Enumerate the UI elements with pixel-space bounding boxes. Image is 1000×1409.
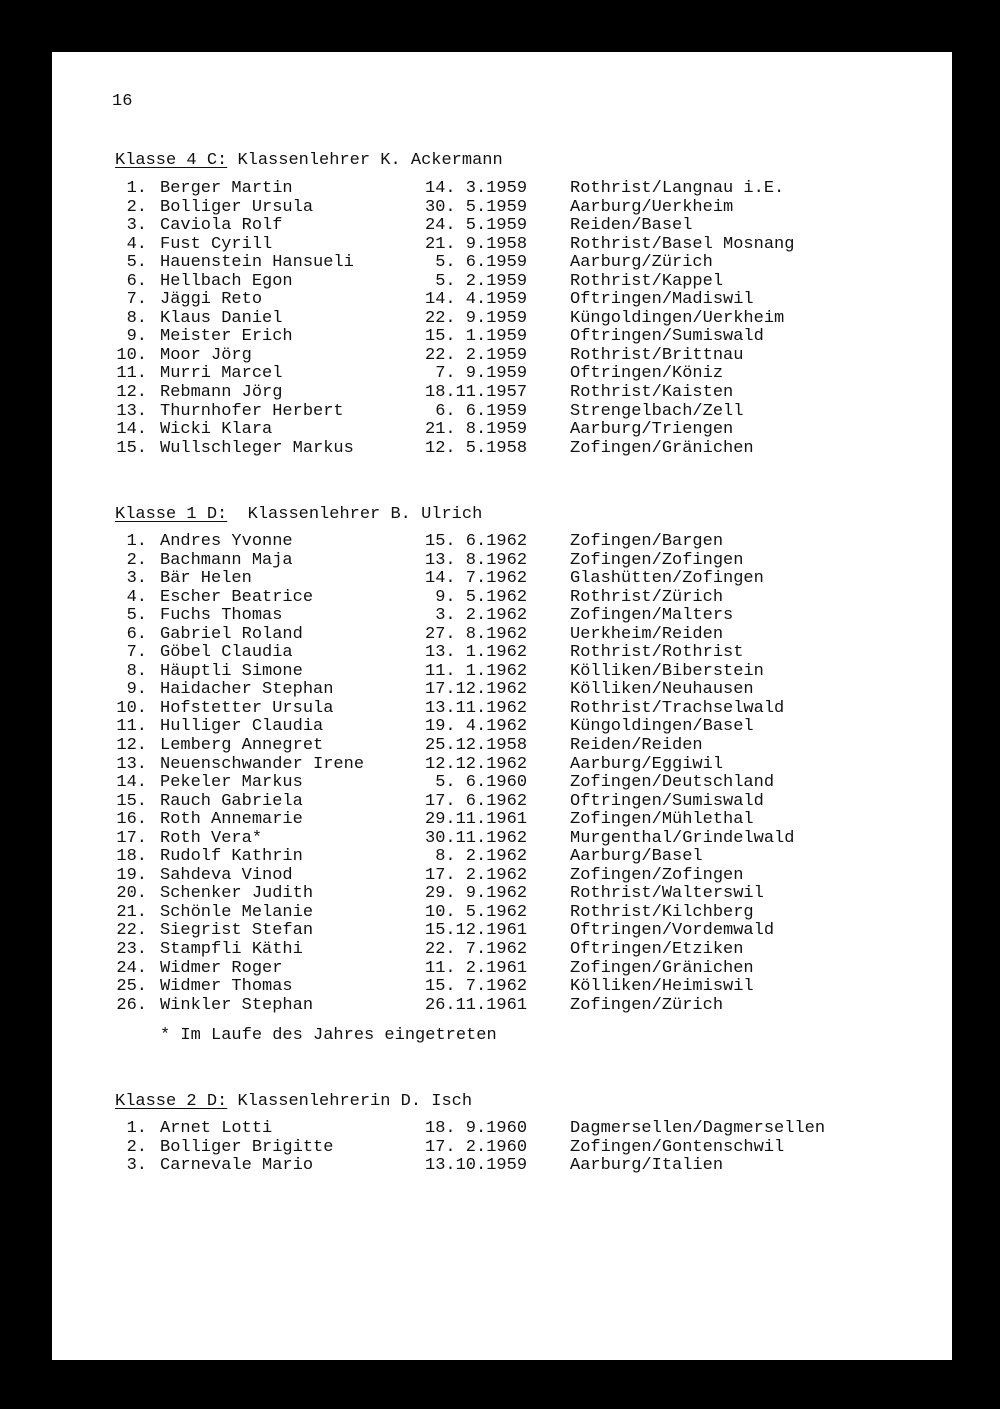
student-number: 24. <box>116 958 147 978</box>
student-number: 12. <box>116 383 147 403</box>
student-number: 9. <box>126 327 147 347</box>
student-name: Siegrist Stefan <box>160 921 314 941</box>
student-name: Andres Yvonne <box>160 532 293 551</box>
student-name: Hauenstein Hansueli <box>160 253 354 273</box>
student-number: 17. <box>116 828 147 848</box>
student-birthdate: 3. 2.1962 <box>425 606 528 626</box>
student-number: 23. <box>116 940 147 960</box>
student-number: 6. <box>126 624 147 644</box>
student-places: Küngoldingen/Basel <box>570 717 754 737</box>
class-teacher: Klassenlehrerin D. Isch <box>237 1092 473 1111</box>
student-places: Rothrist/Kilchberg <box>570 902 754 922</box>
document-page <box>52 52 952 1360</box>
student-birthdate: 11. 1.1962 <box>425 661 528 681</box>
student-places: Oftringen/Vordemwald <box>570 921 775 941</box>
student-number: 1. <box>126 179 147 198</box>
student-places: Zofingen/Gränichen <box>570 958 754 978</box>
student-places: Küngoldingen/Uerkheim <box>570 308 785 328</box>
student-number: 13. <box>116 401 147 421</box>
student-name: Bolliger Brigitte <box>160 1137 334 1157</box>
student-places: Zofingen/Gränichen <box>570 438 754 458</box>
student-number: 18. <box>116 847 147 867</box>
student-places: Zofingen/Mühlethal <box>570 810 754 830</box>
student-number: 9. <box>126 680 147 700</box>
student-number: 22. <box>116 921 147 941</box>
student-places: Kölliken/Biberstein <box>570 661 764 681</box>
student-birthdate: 9. 5.1962 <box>425 587 528 607</box>
section-heading: Klasse 4 C: Klassenlehrer K. Ackermann <box>115 151 503 170</box>
student-name: Lemberg Annegret <box>160 736 324 756</box>
student-birthdate: 21. 9.1958 <box>425 234 528 254</box>
student-birthdate: 15.12.1961 <box>425 921 528 941</box>
student-number: 3. <box>126 216 147 236</box>
student-birthdate: 10. 5.1962 <box>425 902 528 922</box>
student-number: 10. <box>116 345 147 365</box>
student-places: Aarburg/Triengen <box>570 420 734 440</box>
student-name: Caviola Rolf <box>160 216 283 236</box>
student-number: 13. <box>116 754 147 774</box>
student-number: 4. <box>126 234 147 254</box>
student-number: 14. <box>116 773 147 793</box>
student-number: 8. <box>126 308 147 328</box>
student-number: 1. <box>126 1119 147 1138</box>
student-number: 16. <box>116 810 147 830</box>
student-places: Oftringen/Sumiswald <box>570 791 764 811</box>
student-birthdate: 15. 7.1962 <box>425 977 528 997</box>
student-birthdate: 13.11.1962 <box>425 698 528 718</box>
student-birthdate: 12. 5.1958 <box>425 438 528 458</box>
student-name: Meister Erich <box>160 327 293 347</box>
student-number: 5. <box>126 606 147 626</box>
class-teacher: Klassenlehrer K. Ackermann <box>237 151 503 170</box>
student-places: Oftringen/Madiswil <box>570 290 754 310</box>
student-name: Moor Jörg <box>160 345 252 365</box>
student-name: Hulliger Claudia <box>160 717 324 737</box>
student-number: 11. <box>116 717 147 737</box>
student-name: Carnevale Mario <box>160 1156 314 1176</box>
student-birthdate: 21. 8.1959 <box>425 420 528 440</box>
student-name: Escher Beatrice <box>160 587 314 607</box>
student-number: 5. <box>126 253 147 273</box>
class-teacher: Klassenlehrer B. Ulrich <box>237 505 483 524</box>
student-places: Rothrist/Trachselwald <box>570 698 785 718</box>
section-heading: Klasse 2 D: Klassenlehrerin D. Isch <box>115 1092 473 1111</box>
student-name: Rebmann Jörg <box>160 383 283 403</box>
student-name: Neuenschwander Irene <box>160 754 365 774</box>
student-name: Rauch Gabriela <box>160 791 303 811</box>
student-places: Zofingen/Gontenschwil <box>570 1137 785 1157</box>
student-places: Aarburg/Zürich <box>570 253 713 273</box>
student-name: Arnet Lotti <box>160 1119 273 1138</box>
student-places: Rothrist/Kaisten <box>570 383 734 403</box>
student-birthdate: 30. 5.1959 <box>425 197 528 217</box>
student-name: Gabriel Roland <box>160 624 303 644</box>
student-places: Zofingen/Zofingen <box>570 550 744 570</box>
student-number: 7. <box>126 290 147 310</box>
student-number: 25. <box>116 977 147 997</box>
student-places: Rothrist/Kappel <box>570 271 724 291</box>
student-number: 20. <box>116 884 147 904</box>
student-birthdate: 5. 6.1959 <box>425 253 528 273</box>
student-name: Bachmann Maja <box>160 550 293 570</box>
student-places: Aarburg/Basel <box>570 847 703 867</box>
student-name: Sahdeva Vinod <box>160 865 293 885</box>
student-places: Zofingen/Malters <box>570 606 734 626</box>
student-birthdate: 18. 9.1960 <box>425 1119 528 1138</box>
student-places: Oftringen/Köniz <box>570 364 724 384</box>
student-number: 3. <box>126 1156 147 1176</box>
student-birthdate: 8. 2.1962 <box>425 847 528 867</box>
student-number: 2. <box>126 550 147 570</box>
student-birthdate: 14. 3.1959 <box>425 179 528 198</box>
student-birthdate: 27. 8.1962 <box>425 624 528 644</box>
student-birthdate: 11. 2.1961 <box>425 958 528 978</box>
student-name: Fuchs Thomas <box>160 606 283 626</box>
student-birthdate: 12.12.1962 <box>425 754 528 774</box>
student-name: Stampfli Käthi <box>160 940 303 960</box>
student-birthdate: 15. 6.1962 <box>425 532 528 551</box>
student-places: Aarburg/Uerkheim <box>570 197 734 217</box>
student-name: Widmer Roger <box>160 958 283 978</box>
student-name: Widmer Thomas <box>160 977 293 997</box>
student-number: 15. <box>116 438 147 458</box>
student-name: Häuptli Simone <box>160 661 303 681</box>
student-birthdate: 18.11.1957 <box>425 383 528 403</box>
student-places: Strengelbach/Zell <box>570 401 744 421</box>
student-name: Roth Annemarie <box>160 810 303 830</box>
section-heading: Klasse 1 D: Klassenlehrer B. Ulrich <box>115 505 483 524</box>
student-places: Aarburg/Eggiwil <box>570 754 724 774</box>
student-places: Reiden/Basel <box>570 216 693 236</box>
student-name: Haidacher Stephan <box>160 680 334 700</box>
student-name: Wullschleger Markus <box>160 438 354 458</box>
class-label: Klasse 1 D <box>115 505 218 524</box>
student-birthdate: 17. 2.1962 <box>425 865 528 885</box>
student-places: Glashütten/Zofingen <box>570 569 764 589</box>
student-name: Pekeler Markus <box>160 773 303 793</box>
student-name: Schenker Judith <box>160 884 314 904</box>
student-number: 7. <box>126 643 147 663</box>
student-birthdate: 13. 1.1962 <box>425 643 528 663</box>
student-places: Aarburg/Italien <box>570 1156 724 1176</box>
student-places: Uerkheim/Reiden <box>570 624 724 644</box>
student-birthdate: 30.11.1962 <box>425 828 528 848</box>
student-birthdate: 22. 7.1962 <box>425 940 528 960</box>
student-birthdate: 17.12.1962 <box>425 680 528 700</box>
student-name: Schönle Melanie <box>160 902 314 922</box>
student-birthdate: 17. 6.1962 <box>425 791 528 811</box>
student-name: Jäggi Reto <box>160 290 263 310</box>
student-number: 10. <box>116 698 147 718</box>
student-places: Rothrist/Brittnau <box>570 345 744 365</box>
student-number: 15. <box>116 791 147 811</box>
student-places: Rothrist/Langnau i.E. <box>570 179 785 198</box>
student-name: Roth Vera* <box>160 828 263 848</box>
student-name: Klaus Daniel <box>160 308 283 328</box>
student-name: Hofstetter Ursula <box>160 698 334 718</box>
student-birthdate: 26.11.1961 <box>425 995 528 1015</box>
student-birthdate: 6. 6.1959 <box>425 401 528 421</box>
student-places: Zofingen/Deutschland <box>570 773 775 793</box>
student-number: 2. <box>126 1137 147 1157</box>
student-number: 19. <box>116 865 147 885</box>
class-label: Klasse 4 C <box>115 151 218 170</box>
student-name: Rudolf Kathrin <box>160 847 303 867</box>
student-name: Berger Martin <box>160 179 293 198</box>
student-places: Rothrist/Zürich <box>570 587 724 607</box>
student-number: 4. <box>126 587 147 607</box>
student-name: Hellbach Egon <box>160 271 293 291</box>
student-places: Rothrist/Basel Mosnang <box>570 234 795 254</box>
student-name: Fust Cyrill <box>160 234 273 254</box>
student-number: 2. <box>126 197 147 217</box>
student-birthdate: 19. 4.1962 <box>425 717 528 737</box>
student-number: 11. <box>116 364 147 384</box>
student-number: 3. <box>126 569 147 589</box>
student-birthdate: 25.12.1958 <box>425 736 528 756</box>
student-name: Murri Marcel <box>160 364 283 384</box>
student-birthdate: 29.11.1961 <box>425 810 528 830</box>
student-name: Thurnhofer Herbert <box>160 401 344 421</box>
student-places: Zofingen/Zofingen <box>570 865 744 885</box>
student-birthdate: 29. 9.1962 <box>425 884 528 904</box>
student-places: Oftringen/Sumiswald <box>570 327 764 347</box>
student-birthdate: 22. 2.1959 <box>425 345 528 365</box>
student-birthdate: 15. 1.1959 <box>425 327 528 347</box>
student-birthdate: 14. 4.1959 <box>425 290 528 310</box>
student-places: Kölliken/Heimiswil <box>570 977 754 997</box>
footnote: * Im Laufe des Jahres eingetreten <box>160 1026 497 1045</box>
student-birthdate: 5. 2.1959 <box>425 271 528 291</box>
student-number: 21. <box>116 902 147 922</box>
student-birthdate: 5. 6.1960 <box>425 773 528 793</box>
student-birthdate: 13. 8.1962 <box>425 550 528 570</box>
student-number: 6. <box>126 271 147 291</box>
student-number: 12. <box>116 736 147 756</box>
class-label: Klasse 2 D <box>115 1092 218 1111</box>
student-places: Dagmersellen/Dagmersellen <box>570 1119 826 1138</box>
student-birthdate: 22. 9.1959 <box>425 308 528 328</box>
student-places: Reiden/Reiden <box>570 736 703 756</box>
student-name: Göbel Claudia <box>160 643 293 663</box>
student-places: Murgenthal/Grindelwald <box>570 828 795 848</box>
student-places: Kölliken/Neuhausen <box>570 680 754 700</box>
student-name: Winkler Stephan <box>160 995 314 1015</box>
student-name: Wicki Klara <box>160 420 273 440</box>
student-name: Bär Helen <box>160 569 252 589</box>
student-places: Rothrist/Walterswil <box>570 884 764 904</box>
student-number: 14. <box>116 420 147 440</box>
student-number: 8. <box>126 661 147 681</box>
student-birthdate: 24. 5.1959 <box>425 216 528 236</box>
student-birthdate: 13.10.1959 <box>425 1156 528 1176</box>
student-number: 1. <box>126 532 147 551</box>
student-birthdate: 7. 9.1959 <box>425 364 528 384</box>
student-number: 26. <box>116 995 147 1015</box>
student-birthdate: 17. 2.1960 <box>425 1137 528 1157</box>
student-places: Rothrist/Rothrist <box>570 643 744 663</box>
student-name: Bolliger Ursula <box>160 197 314 217</box>
student-places: Zofingen/Zürich <box>570 995 724 1015</box>
student-birthdate: 14. 7.1962 <box>425 569 528 589</box>
student-places: Oftringen/Etziken <box>570 940 744 960</box>
page-number: 16 <box>112 92 133 111</box>
student-places: Zofingen/Bargen <box>570 532 724 551</box>
